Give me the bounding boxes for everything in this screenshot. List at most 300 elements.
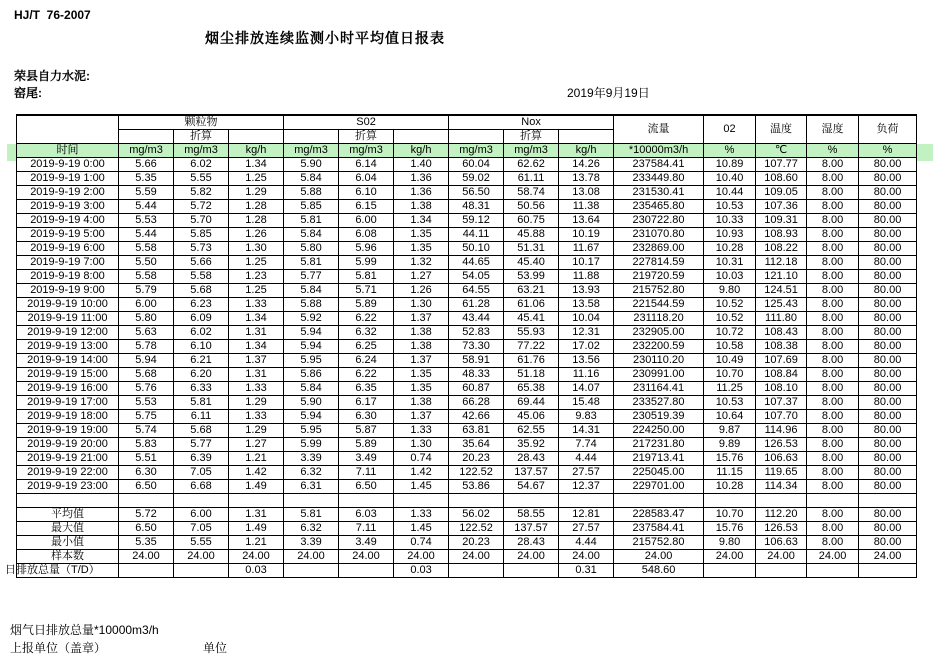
cell-value: 1.28 [229, 200, 284, 214]
cell-value: 6.17 [339, 396, 394, 410]
cell-value: 6.14 [339, 158, 394, 172]
cell-value: 1.37 [394, 312, 449, 326]
cell-value: 58.91 [449, 354, 504, 368]
cell-value: 5.76 [119, 382, 174, 396]
cell-value: 1.21 [229, 536, 284, 550]
header-green-strip-right [916, 144, 933, 161]
cell-value: 5.79 [119, 284, 174, 298]
unit-nox-converted: mg/m3 [504, 144, 559, 158]
cell-value: 119.65 [756, 466, 807, 480]
table-row [17, 480, 917, 494]
cell-value: 5.84 [284, 382, 339, 396]
cell-value: 6.22 [339, 312, 394, 326]
cell-empty [284, 494, 339, 508]
cell-empty [394, 494, 449, 508]
cell-value: 20.23 [449, 536, 504, 550]
cell-time: 2019-9-19 13:00 [17, 340, 119, 354]
cell-value: 6.32 [284, 466, 339, 480]
cell-value: 7.05 [174, 466, 229, 480]
cell-time: 2019-9-19 8:00 [17, 270, 119, 284]
cell-value: 63.81 [449, 424, 504, 438]
cell-value: 5.72 [119, 508, 174, 522]
cell-value: 61.06 [504, 298, 559, 312]
cell-value: 24.00 [339, 550, 394, 564]
cell-value: 6.08 [339, 228, 394, 242]
cell-value: 61.76 [504, 354, 559, 368]
cell-value: 1.35 [394, 368, 449, 382]
cell-value: 24.00 [704, 550, 756, 564]
cell-time: 2019-9-19 7:00 [17, 256, 119, 270]
cell-value: 58.55 [504, 508, 559, 522]
col-group-particulate: 颗粒物 [119, 115, 284, 130]
cell-value: 1.29 [229, 424, 284, 438]
cell-value: 45.06 [504, 410, 559, 424]
subcol-nox-rate [559, 130, 614, 144]
cell-time: 2019-9-19 21:00 [17, 452, 119, 466]
cell-value: 1.31 [229, 508, 284, 522]
cell-value: 228583.47 [614, 508, 704, 522]
cell-value: 8.00 [807, 284, 859, 298]
summary-label: 日排放总量（T/D） [17, 564, 119, 578]
cell-value: 5.81 [284, 256, 339, 270]
cell-value: 217231.80 [614, 438, 704, 452]
cell-value: 5.87 [339, 424, 394, 438]
cell-value: 8.00 [807, 466, 859, 480]
table-row [17, 284, 917, 298]
cell-value: 1.37 [394, 410, 449, 424]
cell-value: 24.00 [859, 550, 917, 564]
cell-empty [559, 494, 614, 508]
subcol-so2-rate [394, 130, 449, 144]
table-row [17, 396, 917, 410]
cell-value: 10.03 [704, 270, 756, 284]
cell-time: 2019-9-19 18:00 [17, 410, 119, 424]
table-row [17, 382, 917, 396]
cell-value: 0.74 [394, 536, 449, 550]
cell-value: 8.00 [807, 214, 859, 228]
cell-value: 24.00 [119, 550, 174, 564]
unit-nox-direct: mg/m3 [449, 144, 504, 158]
cell-value: 12.37 [559, 480, 614, 494]
cell-value: 6.15 [339, 200, 394, 214]
cell-value: 8.00 [807, 186, 859, 200]
cell-value: 15.48 [559, 396, 614, 410]
blank-row [17, 494, 917, 508]
cell-value: 231118.20 [614, 312, 704, 326]
cell-value: 11.15 [704, 466, 756, 480]
cell-value: 8.00 [807, 410, 859, 424]
cell-value: 126.53 [756, 522, 807, 536]
subcol-so2-direct [284, 130, 339, 144]
cell-value: 50.10 [449, 242, 504, 256]
cell-value: 4.44 [559, 536, 614, 550]
cell-time: 2019-9-19 3:00 [17, 200, 119, 214]
unit-so2-rate: kg/h [394, 144, 449, 158]
cell-value: 10.49 [704, 354, 756, 368]
cell-value: 8.00 [807, 326, 859, 340]
cell-value: 13.08 [559, 186, 614, 200]
cell-value: 5.53 [119, 396, 174, 410]
subcol-pm-converted: 折算 [174, 130, 229, 144]
cell-value: 6.02 [174, 326, 229, 340]
cell-value: 5.44 [119, 228, 174, 242]
cell-time: 2019-9-19 6:00 [17, 242, 119, 256]
cell-value: 5.78 [119, 340, 174, 354]
cell-value: 3.49 [339, 452, 394, 466]
cell-time: 2019-9-19 0:00 [17, 158, 119, 172]
cell-value: 64.55 [449, 284, 504, 298]
monitoring-table [5, 114, 917, 578]
cell-value: 8.00 [807, 354, 859, 368]
cell-value: 3.39 [284, 536, 339, 550]
cell-value: 106.63 [756, 536, 807, 550]
cell-value: 12.81 [559, 508, 614, 522]
unit-load: % [859, 144, 917, 158]
unit-humidity: % [807, 144, 859, 158]
summary-row [17, 550, 917, 564]
cell-time: 2019-9-19 22:00 [17, 466, 119, 480]
cell-value: 1.33 [394, 424, 449, 438]
cell-value: 107.77 [756, 158, 807, 172]
header-row-units [17, 144, 917, 158]
cell-value: 66.28 [449, 396, 504, 410]
cell-value: 53.99 [504, 270, 559, 284]
cell-value: 10.40 [704, 172, 756, 186]
cell-value: 59.12 [449, 214, 504, 228]
cell-value: 35.92 [504, 438, 559, 452]
summary-row [17, 508, 917, 522]
cell-value: 230110.20 [614, 354, 704, 368]
cell-value: 6.39 [174, 452, 229, 466]
cell-value: 6.50 [339, 480, 394, 494]
cell-value: 6.11 [174, 410, 229, 424]
cell-value: 6.10 [174, 340, 229, 354]
cell-value: 80.00 [859, 298, 917, 312]
cell-value: 5.77 [174, 438, 229, 452]
unit-temperature: ℃ [756, 144, 807, 158]
cell-value: 5.84 [284, 228, 339, 242]
cell-value: 3.49 [339, 536, 394, 550]
cell-value: 0.03 [229, 564, 284, 578]
unit-so2-direct: mg/m3 [284, 144, 339, 158]
cell-value: 106.63 [756, 452, 807, 466]
cell-value: 6.30 [119, 466, 174, 480]
unit-nox-rate: kg/h [559, 144, 614, 158]
cell-value: 7.11 [339, 522, 394, 536]
subcol-nox-converted: 折算 [504, 130, 559, 144]
table-row [17, 186, 917, 200]
cell-value: 5.90 [284, 396, 339, 410]
cell-value: 237584.41 [614, 158, 704, 172]
cell-value: 54.67 [504, 480, 559, 494]
cell-value: 8.00 [807, 480, 859, 494]
cell-value: 5.89 [339, 438, 394, 452]
cell-value: 5.59 [119, 186, 174, 200]
cell-value: 44.11 [449, 228, 504, 242]
cell-value: 58.74 [504, 186, 559, 200]
cell-empty [756, 494, 807, 508]
cell-value: 8.00 [807, 508, 859, 522]
cell-value: 1.29 [229, 396, 284, 410]
cell-value: 5.83 [119, 438, 174, 452]
page-title: 烟尘排放连续监测小时平均值日报表 [205, 30, 445, 46]
cell-value: 137.57 [504, 522, 559, 536]
cell-time: 2019-9-19 9:00 [17, 284, 119, 298]
cell-value: 5.72 [174, 200, 229, 214]
table-row [17, 312, 917, 326]
cell-value: 10.52 [704, 312, 756, 326]
cell-value: 5.96 [339, 242, 394, 256]
cell-value: 1.38 [394, 340, 449, 354]
cell-value: 48.31 [449, 200, 504, 214]
cell-time: 2019-9-19 2:00 [17, 186, 119, 200]
cell-value: 230991.00 [614, 368, 704, 382]
cell-value: 1.35 [394, 382, 449, 396]
cell-value: 44.65 [449, 256, 504, 270]
cell-time: 2019-9-19 5:00 [17, 228, 119, 242]
cell-value: 5.73 [174, 242, 229, 256]
cell-time: 2019-9-19 16:00 [17, 382, 119, 396]
cell-value: 108.10 [756, 382, 807, 396]
cell-time: 2019-9-19 4:00 [17, 214, 119, 228]
cell-value: 1.32 [394, 256, 449, 270]
footnote-report-unit: 上报单位（盖章） [10, 641, 107, 655]
cell-value: 10.19 [559, 228, 614, 242]
cell-value: 45.41 [504, 312, 559, 326]
company-name: 荣县自力水泥: [14, 69, 90, 83]
unit-pm-converted: mg/m3 [174, 144, 229, 158]
footnote-unit: 单位 [203, 641, 228, 655]
table-row [17, 438, 917, 452]
cell-value: 35.64 [449, 438, 504, 452]
cell-value: 80.00 [859, 200, 917, 214]
cell-value [339, 564, 394, 578]
cell-value: 15.76 [704, 452, 756, 466]
summary-row [17, 536, 917, 550]
cell-value: 232905.00 [614, 326, 704, 340]
cell-value: 73.30 [449, 340, 504, 354]
cell-value: 7.05 [174, 522, 229, 536]
cell-value: 6.21 [174, 354, 229, 368]
cell-value: 80.00 [859, 438, 917, 452]
cell-value: 9.80 [704, 536, 756, 550]
cell-time: 2019-9-19 10:00 [17, 298, 119, 312]
cell-value: 8.00 [807, 368, 859, 382]
cell-value: 24.00 [614, 550, 704, 564]
cell-value: 5.70 [174, 214, 229, 228]
cell-value: 24.00 [284, 550, 339, 564]
cell-value: 229701.00 [614, 480, 704, 494]
col-group-nox: Nox [449, 115, 614, 130]
col-group-so2: S02 [284, 115, 449, 130]
cell-value: 6.33 [174, 382, 229, 396]
cell-value: 1.25 [229, 172, 284, 186]
cell-value: 8.00 [807, 242, 859, 256]
cell-value: 15.76 [704, 522, 756, 536]
cell-empty [119, 494, 174, 508]
cell-value: 80.00 [859, 172, 917, 186]
cell-value: 52.83 [449, 326, 504, 340]
cell-value: 51.31 [504, 242, 559, 256]
cell-value: 1.45 [394, 522, 449, 536]
cell-value: 231164.41 [614, 382, 704, 396]
cell-value: 1.30 [394, 298, 449, 312]
cell-value: 0.74 [394, 452, 449, 466]
cell-value: 10.93 [704, 228, 756, 242]
cell-value: 1.37 [229, 354, 284, 368]
cell-value: 80.00 [859, 508, 917, 522]
cell-value: 5.84 [284, 284, 339, 298]
cell-value: 8.00 [807, 340, 859, 354]
cell-value: 9.83 [559, 410, 614, 424]
cell-empty [449, 494, 504, 508]
cell-empty [807, 494, 859, 508]
cell-value: 80.00 [859, 522, 917, 536]
cell-value: 17.02 [559, 340, 614, 354]
cell-value: 56.02 [449, 508, 504, 522]
cell-value: 0.31 [559, 564, 614, 578]
cell-value: 9.80 [704, 284, 756, 298]
col-load: 负荷 [859, 115, 917, 144]
cell-value [807, 564, 859, 578]
cell-value: 5.94 [284, 340, 339, 354]
cell-value: 24.00 [229, 550, 284, 564]
cell-value: 80.00 [859, 452, 917, 466]
cell-value: 5.85 [284, 200, 339, 214]
cell-value: 219713.41 [614, 452, 704, 466]
summary-label: 最大值 [17, 522, 119, 536]
cell-value: 5.86 [284, 368, 339, 382]
table-row [17, 466, 917, 480]
cell-value: 5.81 [284, 508, 339, 522]
cell-value: 11.67 [559, 242, 614, 256]
cell-value: 6.32 [339, 326, 394, 340]
cell-value: 1.31 [229, 368, 284, 382]
table-row [17, 424, 917, 438]
cell-value: 1.45 [394, 480, 449, 494]
cell-value: 107.36 [756, 200, 807, 214]
cell-value: 1.23 [229, 270, 284, 284]
cell-value: 65.38 [504, 382, 559, 396]
cell-value: 108.38 [756, 340, 807, 354]
cell-value: 6.24 [339, 354, 394, 368]
cell-value: 5.51 [119, 452, 174, 466]
cell-value: 233527.80 [614, 396, 704, 410]
cell-value: 13.93 [559, 284, 614, 298]
cell-value: 6.31 [284, 480, 339, 494]
unit-so2-converted: mg/m3 [339, 144, 394, 158]
cell-value: 235465.80 [614, 200, 704, 214]
cell-value: 5.77 [284, 270, 339, 284]
cell-value: 5.74 [119, 424, 174, 438]
cell-value: 1.49 [229, 522, 284, 536]
table-row [17, 354, 917, 368]
cell-value: 80.00 [859, 536, 917, 550]
cell-value: 1.30 [394, 438, 449, 452]
cell-value: 126.53 [756, 438, 807, 452]
cell-value: 11.38 [559, 200, 614, 214]
cell-value: 219720.59 [614, 270, 704, 284]
cell-value: 1.27 [394, 270, 449, 284]
cell-value: 80.00 [859, 466, 917, 480]
cell-empty [17, 494, 119, 508]
station-name: 窑尾: [14, 86, 42, 100]
cell-value: 10.28 [704, 242, 756, 256]
cell-value: 5.71 [339, 284, 394, 298]
subcol-pm-rate [229, 130, 284, 144]
cell-value: 5.88 [284, 186, 339, 200]
cell-value: 59.02 [449, 172, 504, 186]
summary-row [17, 564, 917, 578]
cell-value: 45.88 [504, 228, 559, 242]
cell-value: 1.36 [394, 186, 449, 200]
cell-value: 1.21 [229, 452, 284, 466]
cell-value: 5.80 [284, 242, 339, 256]
cell-value: 122.52 [449, 522, 504, 536]
cell-value: 1.49 [229, 480, 284, 494]
cell-value: 6.04 [339, 172, 394, 186]
cell-value: 224250.00 [614, 424, 704, 438]
cell-value: 1.40 [394, 158, 449, 172]
cell-value: 114.96 [756, 424, 807, 438]
cell-value: 5.66 [119, 158, 174, 172]
col-flow: 流量 [614, 115, 704, 144]
cell-value: 5.44 [119, 200, 174, 214]
cell-value: 6.35 [339, 382, 394, 396]
cell-value: 80.00 [859, 312, 917, 326]
cell-value: 108.93 [756, 228, 807, 242]
cell-value: 55.93 [504, 326, 559, 340]
cell-value: 1.25 [229, 256, 284, 270]
summary-label: 平均值 [17, 508, 119, 522]
cell-value: 1.35 [394, 242, 449, 256]
cell-value: 1.30 [229, 242, 284, 256]
unit-flow: *10000m3/h [614, 144, 704, 158]
cell-value: 27.57 [559, 466, 614, 480]
cell-value: 80.00 [859, 424, 917, 438]
cell-value: 10.31 [704, 256, 756, 270]
cell-value: 7.11 [339, 466, 394, 480]
cell-value [704, 564, 756, 578]
cell-value: 6.20 [174, 368, 229, 382]
cell-empty [614, 494, 704, 508]
cell-value: 232200.59 [614, 340, 704, 354]
cell-value: 124.51 [756, 284, 807, 298]
cell-value: 80.00 [859, 256, 917, 270]
summary-label: 样本数 [17, 550, 119, 564]
summary-row [17, 522, 917, 536]
cell-value: 20.23 [449, 452, 504, 466]
cell-value: 215752.80 [614, 284, 704, 298]
cell-value: 6.30 [339, 410, 394, 424]
cell-value: 1.42 [229, 466, 284, 480]
cell-value: 6.50 [119, 522, 174, 536]
cell-value: 1.37 [394, 354, 449, 368]
cell-value: 5.94 [284, 410, 339, 424]
cell-value: 5.55 [174, 536, 229, 550]
cell-value: 11.88 [559, 270, 614, 284]
table-row [17, 410, 917, 424]
cell-value: 122.52 [449, 466, 504, 480]
cell-value: 7.74 [559, 438, 614, 452]
cell-value: 1.25 [229, 284, 284, 298]
cell-value: 6.32 [284, 522, 339, 536]
cell-value: 5.82 [174, 186, 229, 200]
cell-value: 14.26 [559, 158, 614, 172]
cell-value: 111.80 [756, 312, 807, 326]
cell-value: 5.81 [174, 396, 229, 410]
cell-value: 80.00 [859, 480, 917, 494]
